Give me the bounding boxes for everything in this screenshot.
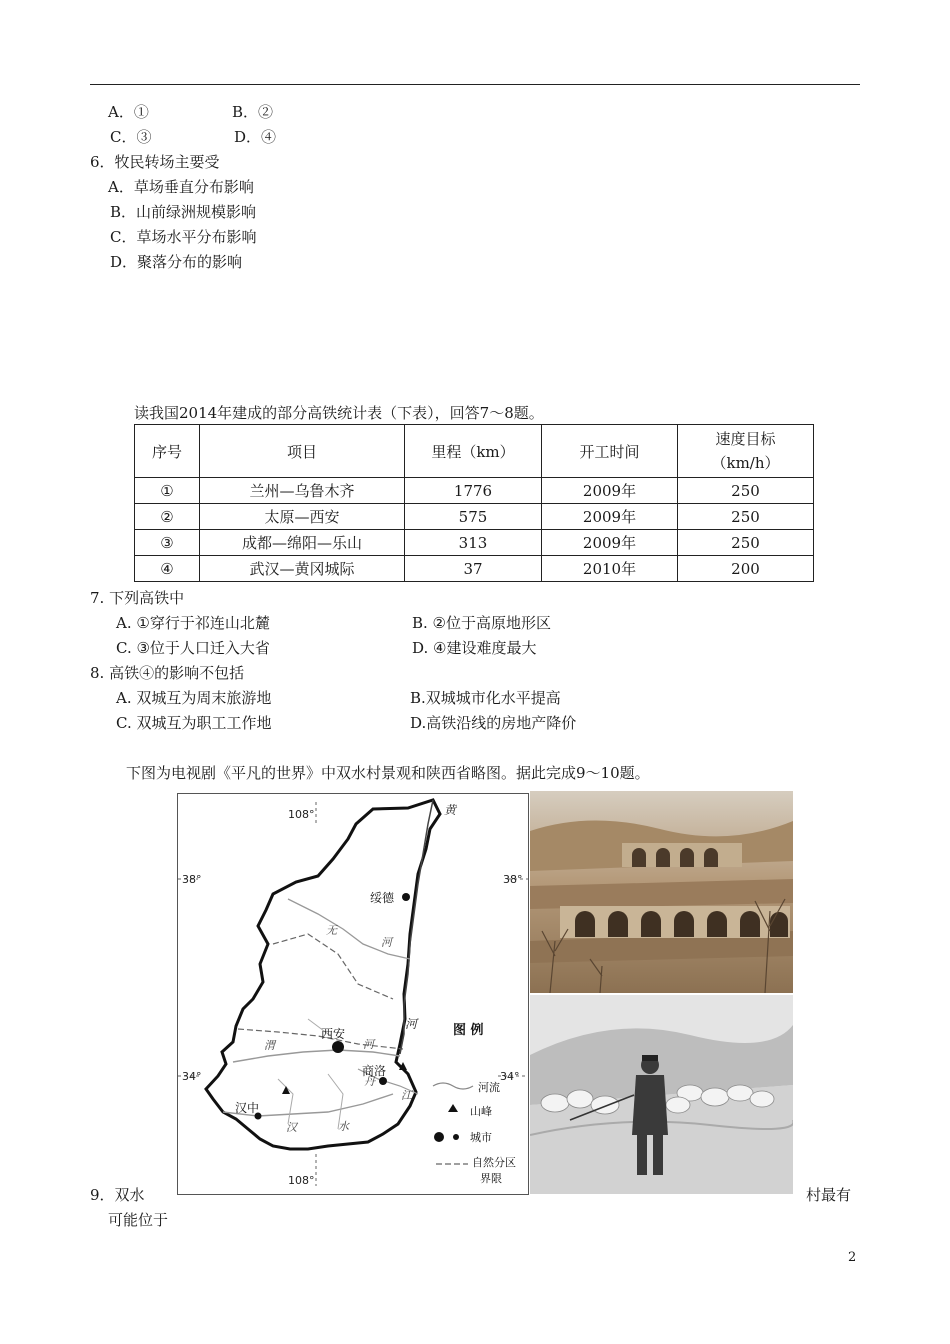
river-label-he: 河 xyxy=(405,1017,418,1031)
table-row xyxy=(135,478,814,504)
city-shangluo-dot xyxy=(379,1077,387,1085)
cell: ① xyxy=(135,478,200,504)
lat-label-38-left: 38° xyxy=(182,873,202,886)
legend-peak-label: 山峰 xyxy=(470,1105,492,1118)
cell: 1776 xyxy=(405,478,542,504)
river-label-wuding-1: 无 xyxy=(326,924,337,937)
q9-tail: 村最有 xyxy=(806,1186,852,1204)
city-label-hanzhong: 汉中 xyxy=(235,1101,260,1115)
legend-river-label: 河流 xyxy=(478,1081,500,1094)
header-cell: 开工时间 xyxy=(542,425,678,478)
q7-option: A. ①穿行于祁连山北麓 xyxy=(116,614,270,632)
cell: 313 xyxy=(405,530,542,556)
rail-stats-table xyxy=(134,424,814,582)
legend-boundary-label-2: 界限 xyxy=(480,1172,502,1185)
cell: 武汉—黄冈城际 xyxy=(200,556,405,582)
q6-option: A．草场垂直分布影响 xyxy=(108,178,254,196)
q8-option: A. 双城互为周末旅游地 xyxy=(116,689,272,707)
river-label-dan-2: 江 xyxy=(401,1089,412,1102)
city-label-shangluo: 商洛 xyxy=(362,1064,387,1078)
legend-city-label: 城市 xyxy=(470,1131,492,1144)
q5-option-c: C．③ xyxy=(110,128,152,146)
cell: ④ xyxy=(135,556,200,582)
cell: ③ xyxy=(135,530,200,556)
q7-option: C. ③位于人口迁入大省 xyxy=(116,639,270,657)
shaanxi-map-svg xyxy=(178,794,528,1194)
legend-boundary-label-1: 自然分区 xyxy=(472,1156,516,1169)
q7-option: B. ②位于高原地形区 xyxy=(412,614,552,632)
cave-dwellings-photo xyxy=(530,791,793,993)
q7-option: D. ④建设难度最大 xyxy=(412,639,537,657)
cell: 2009年 xyxy=(542,530,678,556)
shepherd-photo xyxy=(530,995,793,1194)
lat-label-38-right: 38° xyxy=(503,873,523,886)
header-cell: 序号 xyxy=(135,425,200,478)
intro-7-8: 读我国2014年建成的部分高铁统计表（下表），回答7～8题。 xyxy=(134,404,544,422)
header-cell: 里程（km） xyxy=(405,425,542,478)
header-cell xyxy=(678,425,814,478)
cell: 成都—绵阳—乐山 xyxy=(200,530,405,556)
header-rule xyxy=(90,84,860,85)
river-label-wei-2: 河 xyxy=(363,1038,374,1051)
cell: 575 xyxy=(405,504,542,530)
q6-option: B．山前绿洲规模影响 xyxy=(110,203,257,221)
table-row xyxy=(135,530,814,556)
header-speed-unit: （km/h） xyxy=(711,454,780,472)
legend-title: 图 例 xyxy=(453,1023,484,1038)
q6-stem: 6．牧民转场主要受 xyxy=(90,153,220,171)
q8-stem: 8. 高铁④的影响不包括 xyxy=(90,664,245,682)
lon-label-bottom: 108° xyxy=(288,1174,315,1187)
cell: 2009年 xyxy=(542,478,678,504)
q7-stem: 7. 下列高铁中 xyxy=(90,589,185,607)
city-label-suide: 绥德 xyxy=(370,891,395,905)
city-label-xian: 西安 xyxy=(321,1027,346,1041)
legend-city-symbol-big xyxy=(434,1132,444,1142)
legend-peak-symbol xyxy=(448,1104,458,1112)
q9-continuation: 可能位于 xyxy=(108,1211,169,1229)
river-label-dan-1: 丹 xyxy=(364,1075,375,1088)
table-header-row xyxy=(135,425,814,478)
river-label-huang: 黄 xyxy=(444,803,457,817)
cell: 太原—西安 xyxy=(200,504,405,530)
cell: 2010年 xyxy=(542,556,678,582)
q6-option: C．草场水平分布影响 xyxy=(110,228,257,246)
cell: 37 xyxy=(405,556,542,582)
q8-option: C. 双城互为职工工作地 xyxy=(116,714,272,732)
lon-label-top: 108° xyxy=(288,808,315,821)
cell: 2009年 xyxy=(542,504,678,530)
river-label-wei-1: 渭 xyxy=(264,1039,275,1052)
q6-option: D．聚落分布的影响 xyxy=(110,253,243,271)
shepherd-svg xyxy=(530,995,793,1194)
q5-option-b: B．② xyxy=(232,103,274,121)
intro-9-10: 下图为电视剧《平凡的世界》中双水村景观和陕西省略图。据此完成9～10题。 xyxy=(126,764,650,782)
city-xian-dot xyxy=(332,1041,344,1053)
shaanxi-map xyxy=(177,793,529,1195)
cell: 250 xyxy=(678,530,814,556)
q8-option: D.高铁沿线的房地产降价 xyxy=(410,714,577,732)
cave-dwellings-svg xyxy=(530,791,793,993)
q9-lead: 9．双水 xyxy=(90,1186,145,1204)
header-speed-label: 速度目标 xyxy=(715,430,776,448)
river-label-wuding-2: 河 xyxy=(381,936,392,949)
lat-label-34-left: 34° xyxy=(182,1070,202,1083)
cell: ② xyxy=(135,504,200,530)
legend-city-symbol-small xyxy=(453,1134,459,1140)
city-suide-dot xyxy=(402,893,410,901)
river-label-han-1: 汉 xyxy=(286,1121,297,1134)
cell: 兰州—乌鲁木齐 xyxy=(200,478,405,504)
lat-label-34-right: 34° xyxy=(500,1070,520,1083)
table-row xyxy=(135,504,814,530)
river-label-han-2: 水 xyxy=(338,1120,349,1133)
legend-river-symbol xyxy=(433,1083,473,1089)
page-number: 2 xyxy=(848,1250,857,1265)
header-cell: 项目 xyxy=(200,425,405,478)
q5-option-a: A．① xyxy=(108,103,149,121)
cell: 250 xyxy=(678,478,814,504)
q5-option-d: D．④ xyxy=(234,128,277,146)
cell: 200 xyxy=(678,556,814,582)
cell: 250 xyxy=(678,504,814,530)
table-row xyxy=(135,556,814,582)
q8-option: B.双城城市化水平提高 xyxy=(410,689,561,707)
